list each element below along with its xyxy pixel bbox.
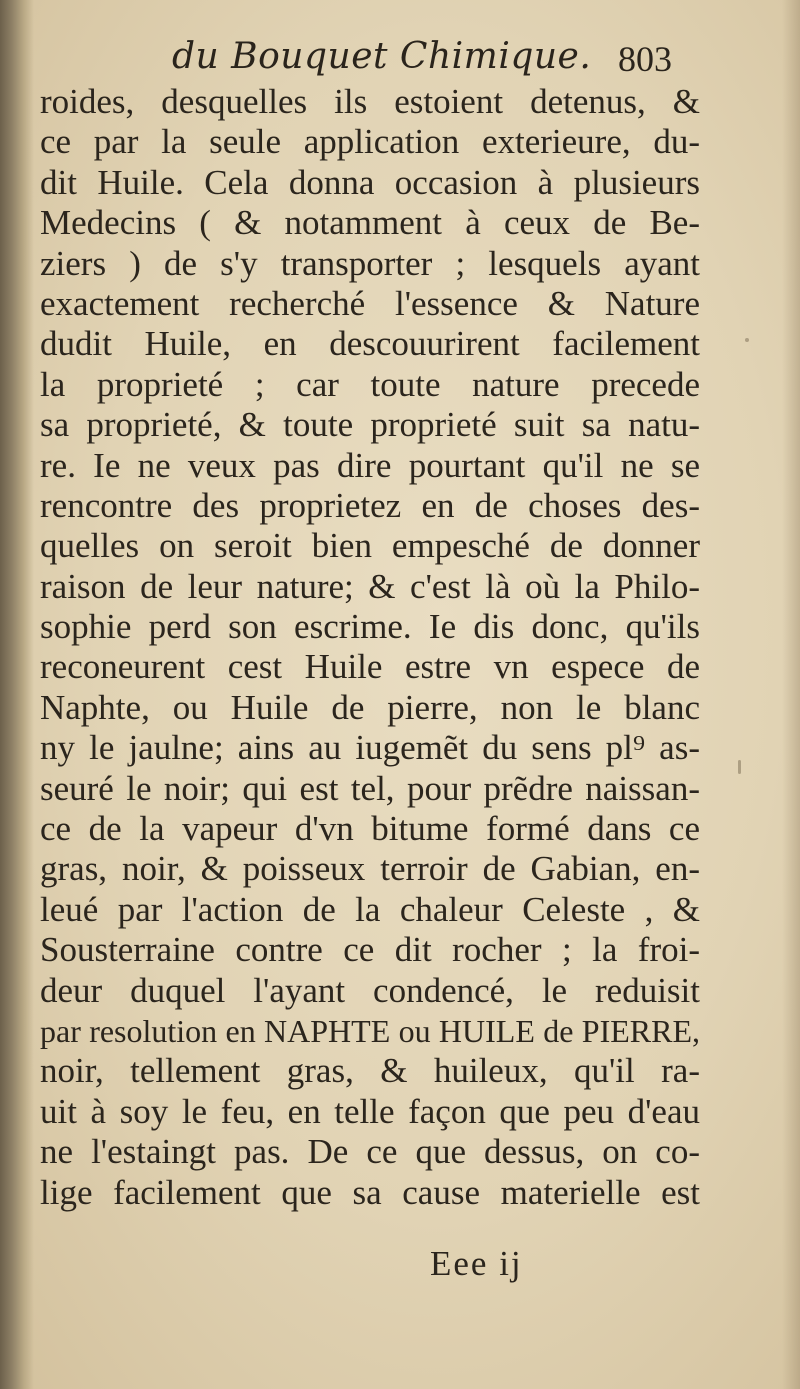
text-line: ne l'estaingt pas. De ce que dessus, on co- <box>40 1132 700 1172</box>
text-line: par resolution en NAPHTE ou HUILE de PIERRE, <box>40 1012 700 1049</box>
text-line: dudit Huile, en descouurirent facilement <box>40 324 700 364</box>
text-line: uit à soy le feu, en telle façon que peu d'eau <box>40 1091 700 1131</box>
running-head-title: du Bouquet Chimique. <box>172 36 592 77</box>
text-line: seuré le noir; qui est tel, pour prẽdre naissan- <box>40 768 700 808</box>
body-text <box>40 82 700 1213</box>
text-line: dit Huile. Cela donna occasion à plusieurs <box>40 162 700 202</box>
paper-speck <box>745 338 749 342</box>
text-line: ce de la vapeur d'vn bitume formé dans ce <box>40 809 700 849</box>
text-line: leué par l'action de la chaleur Celeste , & <box>40 889 700 929</box>
text-line: reconeurent cest Huile estre vn espece de <box>40 647 700 687</box>
running-head <box>0 30 800 90</box>
text-line: raison de leur nature; & c'est là où la Philo- <box>40 566 700 606</box>
text-line: roides, desquelles ils estoient detenus, & <box>40 82 700 121</box>
text-line: Sousterraine contre ce dit rocher ; la froi- <box>40 930 700 970</box>
text-line: noir, tellement gras, & huileux, qu'il ra- <box>40 1051 700 1091</box>
text-line: quelles on seroit bien empesché de donner <box>40 526 700 566</box>
text-line: lige facilement que sa cause materielle est <box>40 1172 700 1212</box>
text-line: ce par la seule application exterieure, du- <box>40 122 700 162</box>
binding-gutter <box>0 0 34 1389</box>
text-line: Medecins ( & notamment à ceux de Be- <box>40 203 700 243</box>
text-line: exactement recherché l'essence & Nature <box>40 283 700 323</box>
text-line: rencontre des proprietez en de choses des- <box>40 485 700 525</box>
text-line: la proprieté ; car toute nature precede <box>40 364 700 404</box>
paper-speck <box>738 760 741 774</box>
page-number: 803 <box>618 39 672 79</box>
text-line: Naphte, ou Huile de pierre, non le blanc <box>40 687 700 727</box>
text-line: ziers ) de s'y transporter ; lesquels ayant <box>40 243 700 283</box>
text-line: sophie perd son escrime. Ie dis donc, qu'ils <box>40 607 700 647</box>
page-edge-shadow <box>782 0 800 1389</box>
text-line: re. Ie ne veux pas dire pourtant qu'il ne se <box>40 445 700 485</box>
text-line: deur duquel l'ayant condencé, le reduisit <box>40 970 700 1010</box>
text-line: ny le jaulne; ains au iugemẽt du sens pl⁹ as- <box>40 728 700 768</box>
text-line: gras, noir, & poisseux terroir de Gabian, en- <box>40 849 700 889</box>
text-line: sa proprieté, & toute proprieté suit sa natu- <box>40 405 700 445</box>
signature-mark: Eee ij <box>430 1244 523 1283</box>
